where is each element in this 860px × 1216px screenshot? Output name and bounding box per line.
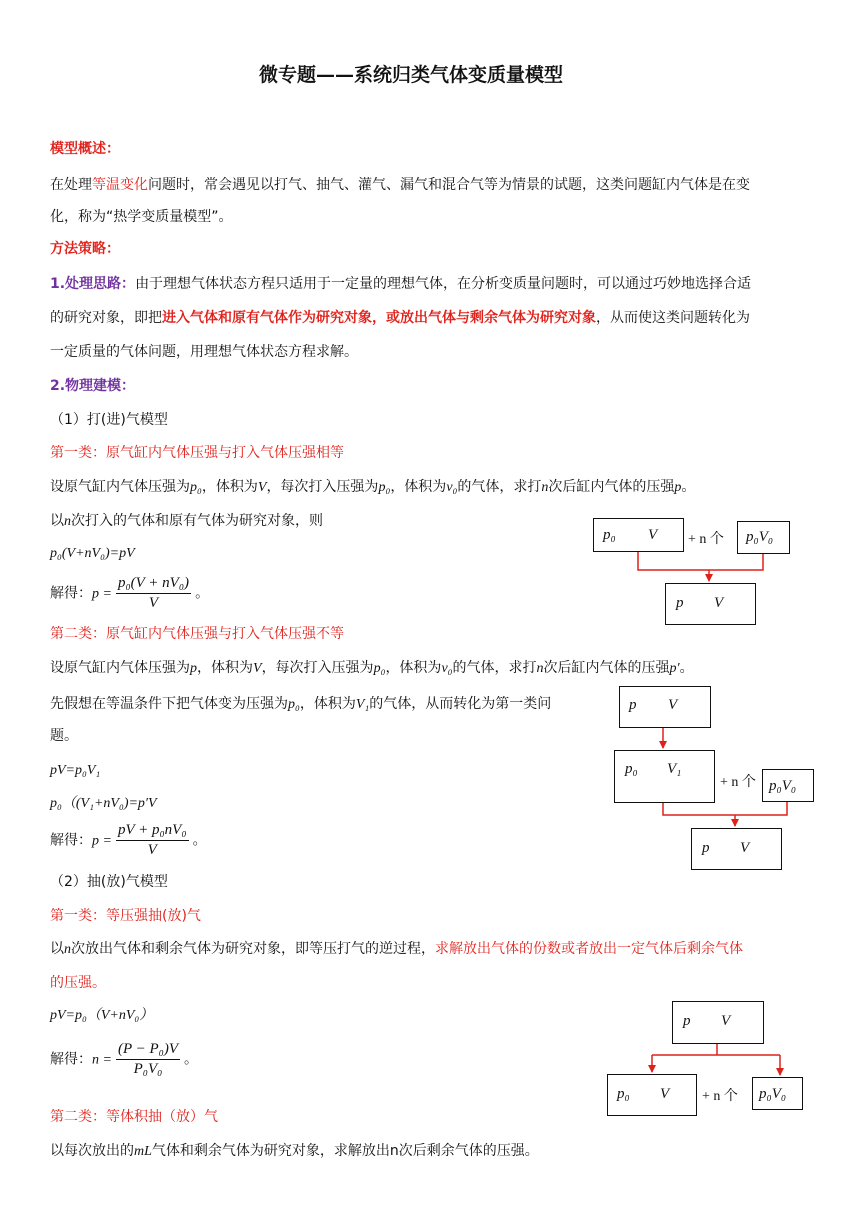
sym: v₀ — [446, 480, 458, 495]
text: ，体积为 — [201, 479, 258, 495]
box-label: p — [702, 840, 710, 856]
d2-box-converted — [614, 750, 715, 803]
d3-box-initial — [672, 1001, 764, 1044]
text: 次后缸内气体的压强 — [548, 479, 675, 495]
text: 气体和剩余气体为研究对象，求解放出 — [151, 1143, 390, 1159]
box-label: V — [740, 840, 750, 856]
text: 次放出气体和剩余气体为研究对象，即等压打气的逆过程， — [71, 941, 435, 957]
page-title: 微专题——系统归类气体变质量模型 — [259, 64, 564, 86]
box-label: p — [629, 697, 637, 713]
text: 先假想在等温条件下把气体变为压强为 — [50, 696, 288, 712]
model-label: 2.物理建模： — [50, 378, 136, 394]
d3-box-remaining — [607, 1074, 697, 1116]
box-label: p₀V₀ — [746, 529, 774, 545]
text: 由于理想气体状态方程只适用于一定量的理想气体，在分析变质量问题时，可以通过巧妙地选择合适 — [135, 276, 752, 292]
text: 。 — [679, 660, 694, 676]
m1-c2-eq1: pV=p₀V₁ — [50, 763, 101, 778]
highlight-isothermal: 等温变化 — [92, 177, 148, 193]
denominator: V — [147, 842, 157, 858]
sym: p — [190, 661, 197, 676]
d2-box-final — [691, 828, 782, 870]
sym: n — [64, 514, 71, 529]
m2-c1-line-2: 的压强。 — [50, 975, 106, 991]
text: 的气体，求打 — [452, 660, 537, 676]
d3-box-released — [752, 1077, 803, 1110]
box-label: V — [714, 595, 724, 611]
sym: p — [674, 480, 682, 495]
sym: p₀ — [50, 546, 62, 561]
text: 。 — [681, 479, 696, 495]
text: 。 — [192, 832, 207, 849]
m2-c1-title: 第一类：等压强抽(放)气 — [50, 908, 201, 924]
box-label: p — [683, 1013, 691, 1029]
sym: p = — [92, 586, 112, 602]
box-label: V — [660, 1086, 670, 1102]
box-label: V — [648, 527, 658, 543]
sym: n = — [92, 1052, 112, 1068]
sym: p₀（ — [50, 796, 76, 811]
text: 解得： — [50, 832, 92, 849]
d1-plus-n: + n 个 — [688, 532, 724, 547]
text: 的研究对象，即把 — [50, 310, 162, 326]
d2-box-added — [762, 769, 814, 802]
box-label: p₀ — [617, 1086, 630, 1102]
text: 解得： — [50, 1051, 92, 1068]
m1-c2-line-3: 题。 — [50, 728, 78, 744]
text: 解得： — [50, 585, 92, 602]
box-label: p — [676, 595, 684, 611]
numerator: (P − P₀)V — [116, 1042, 180, 1060]
sym: V₁ — [355, 697, 370, 712]
numerator: pV + p₀nV₀ — [116, 823, 189, 841]
text: 次后剩余气体的压强。 — [398, 1143, 539, 1159]
idea-line-3: 一定质量的气体问题，用理想气体状态方程求解。 — [50, 344, 358, 360]
box-label: V — [721, 1013, 731, 1029]
text: 。 — [195, 585, 210, 602]
m2-heading: （2）抽(放)气模型 — [50, 874, 168, 890]
box-label: p₀ — [603, 527, 616, 543]
strategy-heading: 方法策略： — [50, 241, 120, 257]
text: 。 — [184, 1051, 198, 1068]
sym: n — [64, 942, 71, 957]
d2-box-initial — [619, 686, 711, 728]
m1-heading: （1）打(进)气模型 — [50, 412, 168, 428]
box-label: V₁ — [667, 761, 682, 777]
sym: p₀ — [373, 661, 386, 676]
sym: v₀ — [441, 661, 453, 676]
text: ，体积为 — [197, 660, 253, 676]
box-label: p₀V₀ — [759, 1086, 787, 1102]
text: 以每次放出的 — [50, 1143, 134, 1159]
numerator: p₀(V + nV₀) — [116, 576, 191, 594]
sym: p₀ — [190, 480, 202, 495]
text: (V+nV₀)=pV — [61, 546, 135, 561]
d3-plus-n: + n 个 — [702, 1089, 738, 1104]
d2-connector — [663, 802, 787, 815]
text: 设原气缸内气体压强为 — [50, 479, 190, 495]
idea-label: 1.处理思路： — [50, 276, 136, 292]
m2-c1-equation: pV=p₀（V+nV₀） — [50, 1008, 154, 1023]
m1-c1-title: 第一类：原气缸内气体压强与打入气体压强相等 — [50, 445, 344, 461]
highlight-goal: 求解放出气体的份数或者放出一定气体后剩余气体 — [435, 941, 743, 957]
text: 以 — [50, 513, 64, 529]
text: 次打入的气体和原有气体为研究对象，则 — [71, 513, 323, 529]
text: (V₁+nV₀)=p′V — [75, 796, 157, 811]
sym: p₀ — [378, 480, 391, 495]
sym: V — [257, 480, 267, 495]
m2-c2-title: 第二类：等体积抽（放）气 — [50, 1109, 218, 1125]
text: 次后缸内气体的压强 — [543, 660, 670, 676]
text: 以 — [50, 941, 64, 957]
sym: p = — [92, 833, 112, 849]
box-label: p₀V₀ — [769, 778, 797, 794]
text: 在处理 — [50, 177, 92, 193]
d1-box-added — [737, 521, 790, 554]
overview-line-2: 化，称为“热学变质量模型”。 — [50, 209, 233, 225]
text: 设原气缸内气体压强为 — [50, 660, 190, 676]
box-label: V — [668, 697, 678, 713]
text: ，体积为 — [299, 696, 356, 712]
text: ，每次打入压强为 — [261, 660, 374, 676]
sym: p′ — [669, 661, 680, 676]
sym: mL — [134, 1144, 152, 1159]
text: ，从而使这类问题转化为 — [596, 310, 750, 326]
d1-box-initial — [593, 518, 684, 552]
overview-heading: 模型概述： — [50, 141, 120, 157]
text: ，体积为 — [385, 660, 442, 676]
text: 的气体，从而转化为第一类问 — [369, 696, 552, 712]
d1-box-final — [665, 583, 756, 625]
sym: n — [389, 1143, 399, 1159]
box-label: p₀ — [625, 761, 638, 777]
sym: n — [536, 661, 544, 676]
denominator: V — [148, 595, 159, 611]
text: 的气体，求打 — [457, 479, 542, 495]
sym: n — [541, 480, 549, 495]
sym: p₀ — [288, 697, 300, 712]
m1-c2-title: 第二类：原气缸内气体压强与打入气体压强不等 — [50, 626, 344, 642]
highlight-objects: 进入气体和原有气体作为研究对象，或放出气体与剩余气体为研究对象 — [162, 310, 596, 326]
denominator: P₀V₀ — [133, 1061, 163, 1077]
d2-plus-n: + n 个 — [720, 775, 756, 790]
sym: V — [253, 661, 262, 676]
text: ，体积为 — [390, 479, 447, 495]
text: ，每次打入压强为 — [266, 479, 379, 495]
text: 问题时，常会遇见以打气、抽气、灌气、漏气和混合气等为情景的试题，这类问题缸内气体是在变 — [148, 177, 750, 193]
